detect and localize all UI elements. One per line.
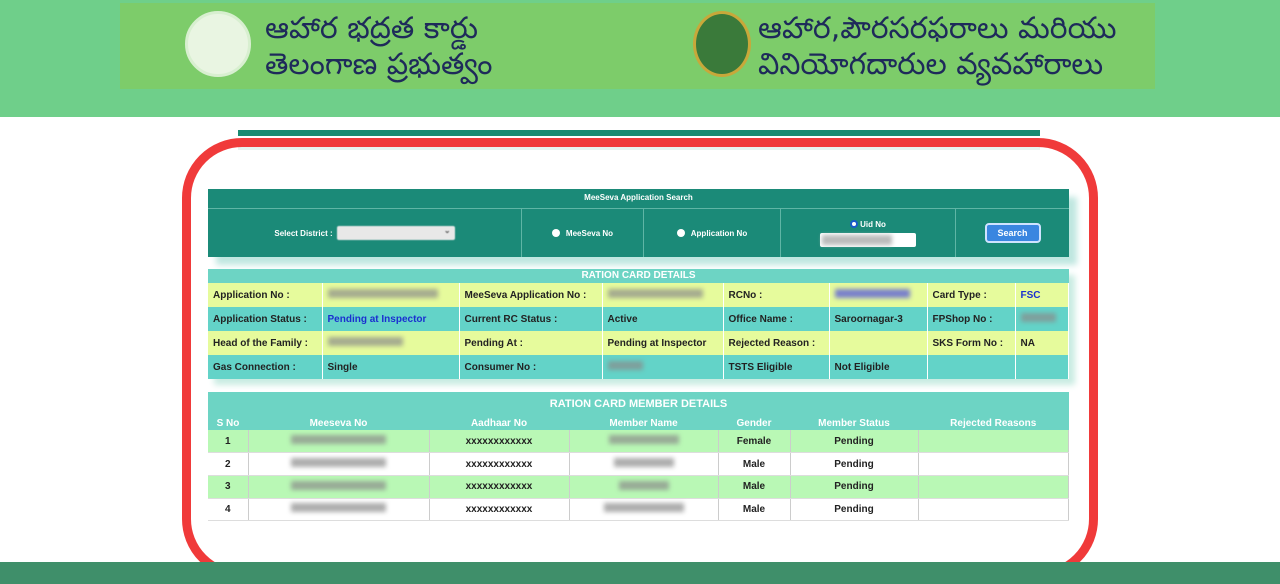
- label: Gas Connection :: [208, 355, 322, 379]
- search-title: MeeSeva Application Search: [208, 189, 1069, 209]
- status: Pending: [790, 430, 918, 453]
- status: Pending: [790, 453, 918, 476]
- label: Card Type :: [927, 283, 1015, 307]
- column-header: Gender: [718, 416, 790, 430]
- column-header: Aadhaar No: [429, 416, 569, 430]
- label: Application Status :: [208, 307, 322, 331]
- label: TSTS Eligible: [723, 355, 829, 379]
- sno: 4: [208, 498, 248, 521]
- aadhaar: xxxxxxxxxxxx: [429, 430, 569, 453]
- gender: Male: [718, 475, 790, 498]
- district-label: Select District :: [274, 228, 333, 238]
- gender: Male: [718, 498, 790, 521]
- gas-value: Single: [322, 355, 459, 379]
- column-header: Member Name: [569, 416, 718, 430]
- label: SKS Form No :: [927, 331, 1015, 355]
- label: Office Name :: [723, 307, 829, 331]
- members-title: RATION CARD MEMBER DETAILS: [208, 392, 1069, 416]
- sks-value: NA: [1015, 331, 1069, 355]
- column-header: Meeseva No: [248, 416, 429, 430]
- label: Rejected Reason :: [723, 331, 829, 355]
- sno: 3: [208, 475, 248, 498]
- status: Pending: [790, 475, 918, 498]
- right-title: [758, 11, 1117, 83]
- office-name-value: Saroornagar-3: [829, 307, 927, 331]
- label: Application No :: [208, 283, 322, 307]
- column-header: Rejected Reasons: [918, 416, 1069, 430]
- telangana-emblem-icon: [185, 11, 251, 77]
- search-button[interactable]: Search: [985, 223, 1041, 243]
- current-rc-status-value: Active: [602, 307, 723, 331]
- label: Head of the Family :: [208, 331, 322, 355]
- label: Consumer No :: [459, 355, 602, 379]
- meeseva-radio-label: MeeSeva No: [565, 228, 614, 238]
- label: MeeSeva Application No :: [459, 283, 602, 307]
- column-header: Member Status: [790, 416, 918, 430]
- left-title-line2: తెలంగాణ ప్రభుత్వం: [265, 47, 493, 82]
- civil-supplies-logo-icon: [693, 11, 751, 77]
- aadhaar: xxxxxxxxxxxx: [429, 498, 569, 521]
- gender: Female: [718, 430, 790, 453]
- left-title-line1: ఆహార భద్రత కార్డు: [265, 11, 478, 46]
- status: Pending: [790, 498, 918, 521]
- district-select[interactable]: ⌄: [337, 226, 455, 240]
- left-title: [265, 11, 492, 83]
- uid-radio-label: Uid No: [860, 219, 886, 229]
- footer-band: [0, 562, 1280, 584]
- card-type-value: FSC: [1015, 283, 1069, 307]
- column-header: S No: [208, 416, 248, 430]
- sno: 2: [208, 453, 248, 476]
- application-status-value: Pending at Inspector: [322, 307, 459, 331]
- application-radio-label: Application No: [690, 228, 748, 238]
- banner: [120, 3, 1155, 89]
- label: RCNo :: [723, 283, 829, 307]
- label: Pending At :: [459, 331, 602, 355]
- aadhaar: xxxxxxxxxxxx: [429, 475, 569, 498]
- highlight-frame: [182, 138, 1098, 579]
- rc-title: RATION CARD DETAILS: [208, 269, 1069, 283]
- tsts-value: Not Eligible: [829, 355, 927, 379]
- aadhaar: xxxxxxxxxxxx: [429, 453, 569, 476]
- right-title-line1: ఆహార,పౌరసరఫరాలు మరియు: [758, 11, 1117, 46]
- header-band: [0, 0, 1280, 117]
- right-title-line2: వినియోగదారుల వ్యవహారాలు: [758, 47, 1104, 82]
- pending-at-value: Pending at Inspector: [602, 331, 723, 355]
- divider: [238, 130, 1040, 136]
- label: Current RC Status :: [459, 307, 602, 331]
- sno: 1: [208, 430, 248, 453]
- gender: Male: [718, 453, 790, 476]
- label: FPShop No :: [927, 307, 1015, 331]
